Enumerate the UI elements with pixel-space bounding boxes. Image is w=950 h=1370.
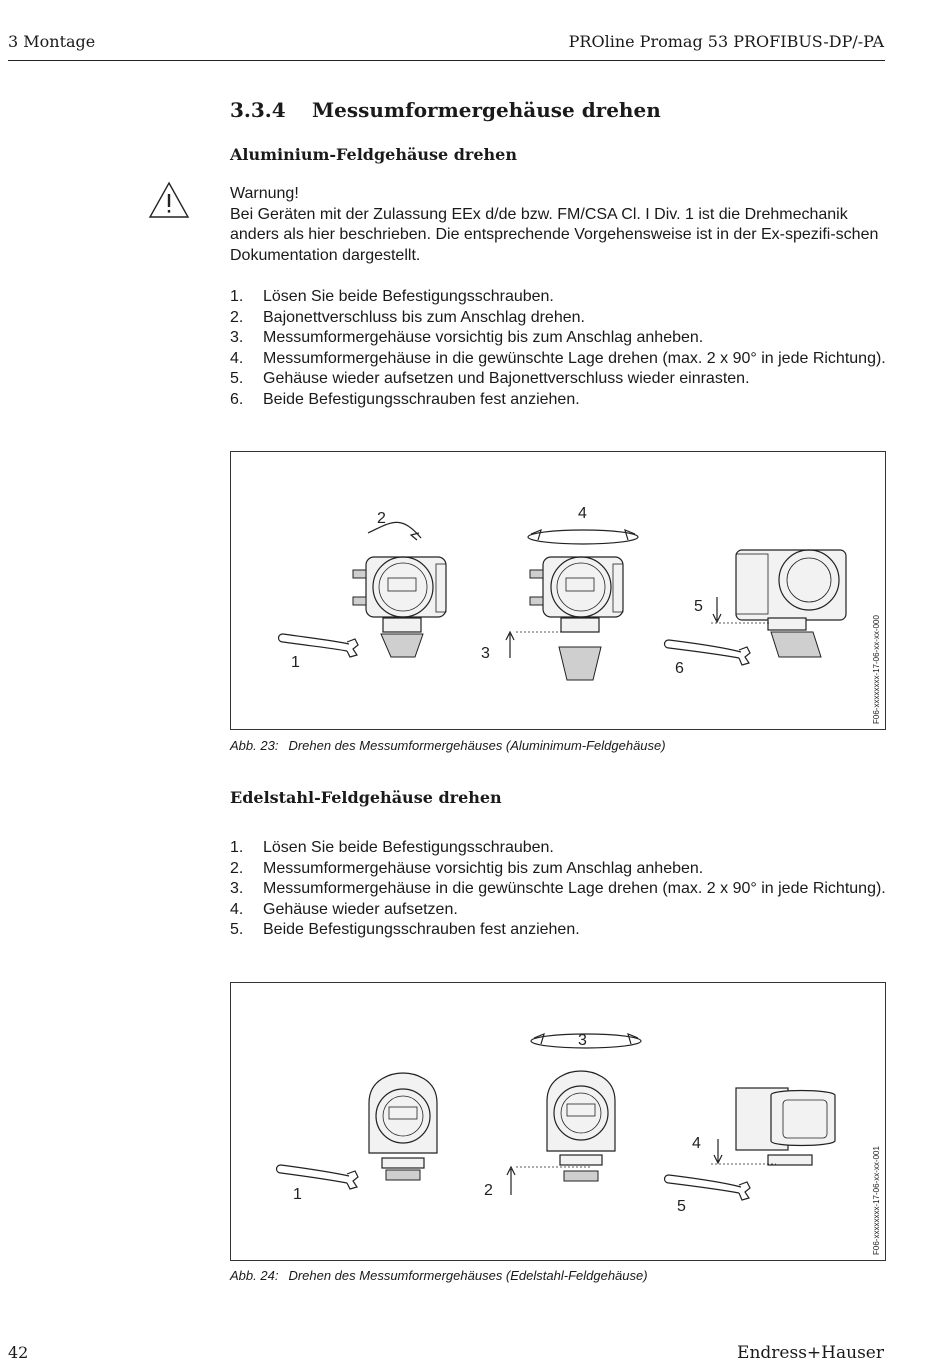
step-item bbox=[230, 390, 886, 411]
caption2-label: Abb. 24: bbox=[230, 1268, 279, 1283]
step-text: Messumformergehäuse vorsichtig bis zum Anschlag anheben. bbox=[263, 859, 704, 877]
figure2-label-3: 3 bbox=[578, 1032, 587, 1049]
step-number: 1. bbox=[230, 288, 244, 305]
step-item bbox=[230, 900, 886, 921]
figure2-code: F06-xxxxxxxx-17-06-xx-xx-001 bbox=[872, 1146, 881, 1255]
caption-label: Abb. 23: bbox=[230, 738, 279, 753]
step-text: Lösen Sie beide Befestigungsschrauben. bbox=[263, 288, 554, 305]
figure2-label-2: 2 bbox=[484, 1182, 493, 1199]
figure2-label-5: 5 bbox=[677, 1198, 686, 1215]
header-rule bbox=[8, 60, 885, 61]
figure-label-3: 3 bbox=[481, 645, 490, 662]
section-heading bbox=[230, 98, 661, 122]
step-number: 5. bbox=[230, 921, 244, 938]
figure-aluminium bbox=[230, 451, 886, 730]
edelstahl-title: Edelstahl-Feldgehäuse drehen bbox=[230, 788, 502, 807]
step-number: 2. bbox=[230, 859, 244, 877]
warning-triangle-icon bbox=[148, 181, 190, 219]
step-text: Messumformergehäuse vorsichtig bis zum Anschlag anheben. bbox=[263, 329, 704, 346]
step-item bbox=[230, 308, 886, 329]
caption2-text: Drehen des Messumformergehäuses (Edelstahl-Feldgehäuse) bbox=[288, 1268, 648, 1283]
step-item bbox=[230, 920, 886, 941]
header-product: PROline Promag 53 PROFIBUS-DP/-PA bbox=[568, 32, 884, 51]
housing-3 bbox=[665, 550, 847, 665]
warning-title: Warnung! bbox=[230, 185, 299, 202]
step-text: Beide Befestigungsschrauben fest anziehen. bbox=[263, 390, 580, 408]
section-title: Messumformergehäuse drehen bbox=[312, 98, 661, 122]
aluminium-steps-list bbox=[230, 287, 886, 410]
figure-label-5: 5 bbox=[694, 598, 703, 615]
figure-label-1: 1 bbox=[291, 654, 300, 671]
step-number: 3. bbox=[230, 880, 244, 897]
warning-block bbox=[230, 184, 886, 266]
warning-text: Bei Geräten mit der Zulassung EEx d/de bzw. FM/CSA Cl. I Div. 1 ist die Drehmechanik anders als hier beschrieben. Die entsprechende Vorgehensweise ist in der Ex-spezifi-schen Dokumentation dargestellt. bbox=[230, 205, 879, 264]
step-text: Gehäuse wieder aufsetzen und Bajonettverschluss wieder einrasten. bbox=[263, 370, 750, 387]
figure-aluminium-drawing bbox=[231, 452, 885, 729]
step-text: Bajonettverschluss bis zum Anschlag drehen. bbox=[263, 308, 585, 326]
step-item bbox=[230, 879, 886, 900]
figure2-label-1: 1 bbox=[293, 1186, 302, 1203]
edelstahl-steps-list bbox=[230, 838, 886, 941]
step-number: 6. bbox=[230, 390, 244, 408]
step-text: Lösen Sie beide Befestigungsschrauben. bbox=[263, 839, 554, 856]
header-chapter: 3 Montage bbox=[8, 32, 96, 51]
figure-label-2: 2 bbox=[377, 510, 386, 527]
page-number: 42 bbox=[8, 1343, 29, 1362]
figure-label-6: 6 bbox=[675, 660, 684, 677]
caption-text: Drehen des Messumformergehäuses (Aluminimum-Feldgehäuse) bbox=[288, 738, 666, 753]
housing-ss-2 bbox=[507, 1034, 641, 1195]
step-number: 5. bbox=[230, 370, 244, 387]
step-number: 2. bbox=[230, 308, 244, 326]
figure-edelstahl-drawing bbox=[231, 983, 885, 1260]
housing-1 bbox=[353, 522, 446, 657]
aluminium-title: Aluminium-Feldgehäuse drehen bbox=[230, 145, 517, 164]
step-item bbox=[230, 369, 886, 390]
footer-brand: Endress+Hauser bbox=[737, 1343, 884, 1363]
step-number: 3. bbox=[230, 329, 244, 346]
caption-aluminium bbox=[230, 738, 666, 753]
section-number: 3.3.4 bbox=[230, 98, 286, 122]
step-number: 4. bbox=[230, 349, 244, 367]
housing-ss-1 bbox=[277, 1073, 438, 1189]
step-number: 1. bbox=[230, 839, 244, 856]
figure-code: F06-xxxxxxxx-17-06-xx-xx-000 bbox=[872, 615, 881, 724]
step-text: Messumformergehäuse in die gewünschte Lage drehen (max. 2 x 90° in jede Richtung). bbox=[263, 349, 886, 367]
step-item bbox=[230, 349, 886, 370]
step-item bbox=[230, 838, 886, 859]
step-text: Beide Befestigungsschrauben fest anziehen. bbox=[263, 921, 580, 938]
figure-label-4: 4 bbox=[578, 505, 587, 522]
step-item bbox=[230, 287, 886, 308]
step-item bbox=[230, 859, 886, 880]
step-number: 4. bbox=[230, 900, 244, 918]
figure-edelstahl bbox=[230, 982, 886, 1261]
caption-edelstahl bbox=[230, 1268, 648, 1283]
step-text: Gehäuse wieder aufsetzen. bbox=[263, 900, 458, 918]
figure2-label-4: 4 bbox=[692, 1135, 701, 1152]
step-text: Messumformergehäuse in die gewünschte Lage drehen (max. 2 x 90° in jede Richtung). bbox=[263, 880, 886, 897]
housing-ss-3 bbox=[665, 1088, 836, 1200]
step-item bbox=[230, 328, 886, 349]
housing-2 bbox=[506, 530, 638, 680]
